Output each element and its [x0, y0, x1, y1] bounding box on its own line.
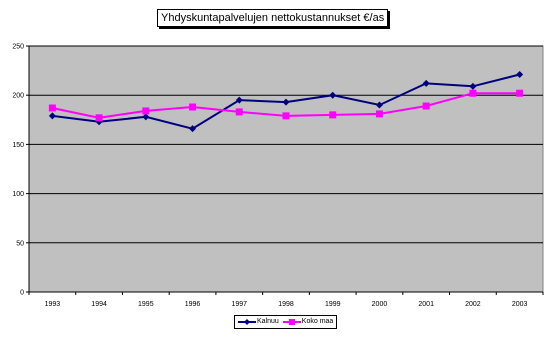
x-tick-label-1: 1994 [91, 301, 107, 308]
x-tick-label-2: 1995 [138, 301, 154, 308]
series-2-point-2 [142, 107, 149, 114]
legend-swatch-series-1 [238, 317, 256, 327]
legend-item-series-2 [283, 316, 334, 328]
x-tick-label-3: 1996 [184, 301, 201, 308]
series-2-point-0 [49, 104, 56, 111]
y-tick-label-2: 100 [12, 191, 24, 199]
legend-swatch-series-2 [283, 317, 301, 327]
series-2-point-8 [423, 103, 430, 110]
x-tick-label-6: 1999 [324, 301, 341, 308]
series-2-point-10 [516, 90, 523, 97]
legend-label-series-1: Kalnuu [257, 318, 279, 325]
series-2-point-7 [376, 110, 383, 117]
series-2-point-1 [96, 114, 103, 121]
y-tick-label-0: 0 [20, 289, 24, 297]
chart-title: Yhdyskuntapalvelujen nettokustannukset €/as [157, 9, 388, 27]
plot-area [29, 46, 543, 292]
y-tick-label-4: 200 [12, 92, 24, 100]
y-tick-label-1: 50 [16, 240, 24, 248]
series-2-point-6 [329, 111, 336, 118]
x-tick-label-8: 2001 [418, 301, 434, 308]
x-tick-label-10: 2003 [511, 301, 528, 308]
y-tick-label-3: 150 [12, 141, 24, 149]
legend-item-series-1 [238, 316, 279, 328]
series-2-point-9 [469, 90, 476, 97]
chart-legend [234, 315, 337, 329]
y-tick-label-5: 250 [12, 43, 24, 51]
x-tick-label-7: 2000 [371, 301, 388, 308]
legend-label-series-2: Koko maa [301, 318, 334, 325]
series-2-point-5 [283, 112, 290, 119]
x-tick-label-4: 1997 [231, 301, 248, 308]
x-tick-label-0: 1993 [44, 301, 61, 308]
series-2-point-3 [189, 104, 196, 111]
x-tick-label-5: 1998 [278, 301, 294, 308]
x-tick-label-9: 2002 [465, 301, 481, 308]
series-2-point-4 [236, 108, 243, 115]
